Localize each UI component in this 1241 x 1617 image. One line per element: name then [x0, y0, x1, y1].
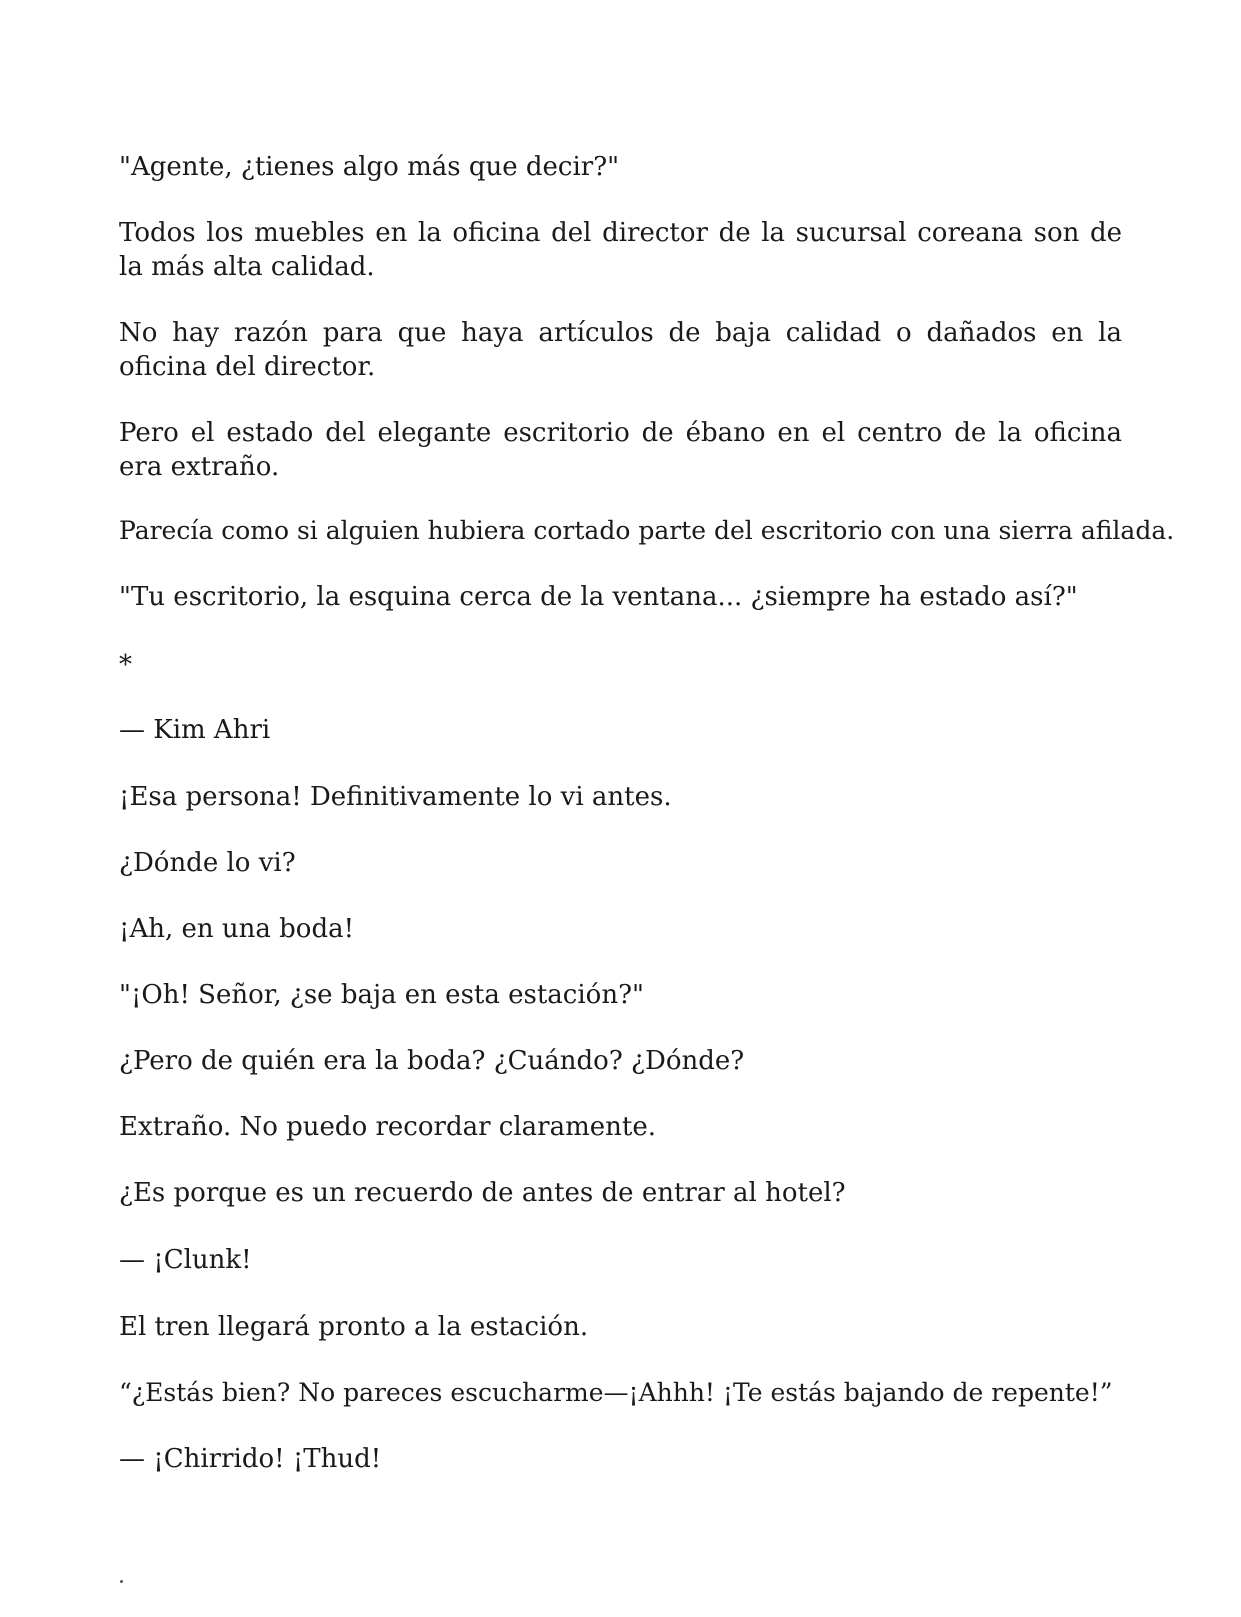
- scene-break-asterisk: *: [119, 650, 132, 680]
- paragraph: Extraño. No puedo recordar claramente.: [119, 1112, 656, 1142]
- paragraph: ¿Dónde lo vi?: [119, 848, 296, 878]
- paragraph: “¿Estás bien? No pareces escucharme—¡Ahhh! ¡Te estás bajando de repente!”: [119, 1378, 1113, 1407]
- paragraph: — ¡Chirrido! ¡Thud!: [119, 1444, 382, 1474]
- paragraph: Parecía como si alguien hubiera cortado parte del escritorio con una sierra afilada.: [119, 516, 1175, 545]
- paragraph: ¡Esa persona! Definitivamente lo vi antes.: [119, 782, 672, 812]
- page-speck: [120, 1580, 123, 1583]
- paragraph: Todos los muebles en la oficina del director de la sucursal coreana son de la más alta calidad.: [119, 218, 1122, 282]
- paragraph: Pero el estado del elegante escritorio de ébano en el centro de la oficina era extraño.: [119, 418, 1122, 482]
- paragraph: El tren llegará pronto a la estación.: [119, 1312, 589, 1342]
- paragraph: ¿Es porque es un recuerdo de antes de entrar al hotel?: [119, 1178, 846, 1208]
- paragraph: No hay razón para que haya artículos de baja calidad o dañados en la oficina del director.: [119, 318, 1122, 382]
- paragraph: ¡Ah, en una boda!: [119, 914, 355, 944]
- paragraph: — ¡Clunk!: [119, 1245, 252, 1275]
- paragraph: "Agente, ¿tienes algo más que decir?": [119, 152, 620, 182]
- paragraph: "Tu escritorio, la esquina cerca de la ventana... ¿siempre ha estado así?": [119, 582, 1078, 612]
- paragraph: ¿Pero de quién era la boda? ¿Cuándo? ¿Dónde?: [119, 1046, 745, 1076]
- paragraph: — Kim Ahri: [119, 715, 271, 745]
- paragraph: "¡Oh! Señor, ¿se baja en esta estación?": [119, 980, 644, 1010]
